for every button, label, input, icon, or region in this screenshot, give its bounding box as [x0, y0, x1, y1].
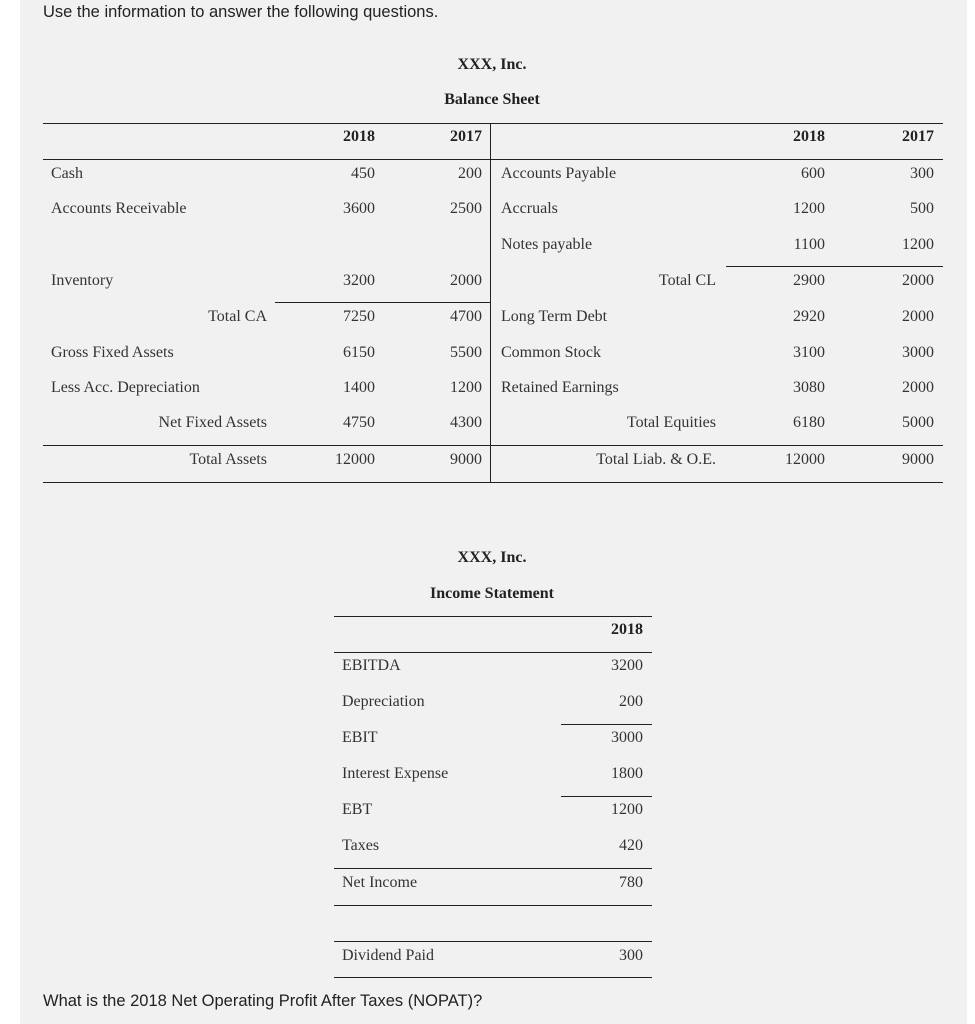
assets-header-2018: 2018	[343, 128, 375, 145]
is-label-ebitda: EBITDA	[342, 657, 401, 674]
is-value: 3000	[611, 729, 643, 746]
asset-value-2018: 6150	[343, 344, 375, 361]
liab-value-2018: 2900	[793, 272, 825, 289]
balance-sheet-title: Balance Sheet	[444, 91, 540, 108]
is-value: 200	[619, 693, 643, 710]
income-statement-title: Income Statement	[430, 585, 554, 602]
rule-is-net-income-top	[334, 868, 652, 869]
is-label-dividend-paid: Dividend Paid	[342, 947, 434, 964]
liab-value-2017: 300	[910, 165, 934, 182]
asset-value-2017: 4300	[450, 414, 482, 431]
asset-value-2018: 4750	[343, 414, 375, 431]
question-text: What is the 2018 Net Operating Profit After Taxes (NOPAT)?	[43, 992, 483, 1010]
balance-sheet-company: XXX, Inc.	[457, 56, 527, 73]
liab-value-2017: 2000	[902, 308, 934, 325]
liab-label-total-liab-oe: Total Liab. & O.E.	[596, 451, 716, 468]
liab-label-accruals: Accruals	[501, 200, 558, 217]
rule-is-header	[334, 652, 652, 653]
liab-label-total-equities: Total Equities	[626, 414, 716, 431]
is-value: 1200	[611, 801, 643, 818]
is-value: 420	[619, 837, 643, 854]
content-panel	[20, 0, 967, 1024]
asset-label-inventory: Inventory	[51, 272, 114, 289]
is-label-depreciation: Depreciation	[342, 693, 425, 710]
liab-value-2017: 9000	[902, 451, 934, 468]
liab-value-2018: 600	[801, 165, 825, 182]
is-label-net-income: Net Income	[342, 874, 418, 891]
liab-value-2017: 2000	[902, 272, 934, 289]
is-label-ebit: EBIT	[342, 729, 378, 746]
asset-value-2017: 2000	[450, 272, 482, 289]
is-value: 300	[619, 947, 643, 964]
rule-header	[43, 159, 943, 160]
rule-is-ebt	[561, 796, 652, 797]
asset-label-gross-fixed-assets: Gross Fixed Assets	[51, 344, 174, 361]
asset-value-2017: 1200	[450, 379, 482, 396]
liab-value-2018: 1100	[793, 236, 825, 253]
liab-value-2017: 2000	[902, 379, 934, 396]
assets-header-2017: 2017	[450, 128, 482, 145]
rule-top	[43, 123, 943, 124]
asset-label-accounts-receivable: Accounts Receivable	[51, 200, 187, 217]
is-label-ebt: EBT	[342, 801, 373, 818]
asset-value-2018: 3600	[343, 200, 375, 217]
asset-value-2018: 12000	[335, 451, 375, 468]
rule-divider	[490, 123, 491, 482]
liab-header-2018: 2018	[793, 128, 825, 145]
rule-is-top	[334, 616, 652, 617]
liab-label-total-cl: Total CL	[658, 272, 716, 289]
asset-label-net-fixed-assets: Net Fixed Assets	[158, 414, 267, 431]
asset-value-2017: 9000	[450, 451, 482, 468]
liab-value-2017: 3000	[902, 344, 934, 361]
rule-totals	[43, 445, 943, 446]
is-value: 1800	[611, 765, 643, 782]
rule-is-ebit	[561, 724, 652, 725]
is-value: 3200	[611, 657, 643, 674]
is-header-2018: 2018	[611, 621, 643, 638]
asset-label-total-assets: Total Assets	[189, 451, 267, 468]
liab-label-notes-payable: Notes payable	[501, 236, 593, 253]
is-value: 780	[619, 874, 643, 891]
rule-total-cl	[726, 266, 943, 267]
asset-label-cash: Cash	[51, 165, 83, 182]
liab-header-2017: 2017	[902, 128, 934, 145]
income-statement-company: XXX, Inc.	[457, 549, 527, 566]
liab-label-retained-earnings: Retained Earnings	[501, 379, 619, 396]
asset-label-total-ca: Total CA	[208, 308, 267, 325]
liab-value-2018: 6180	[793, 414, 825, 431]
asset-value-2017: 4700	[450, 308, 482, 325]
is-label-interest-expense: Interest Expense	[342, 765, 449, 782]
asset-value-2018: 450	[351, 165, 375, 182]
liab-value-2018: 1200	[793, 200, 825, 217]
liab-value-2017: 5000	[902, 414, 934, 431]
rule-bottom	[43, 482, 943, 483]
liab-value-2018: 3080	[793, 379, 825, 396]
liab-value-2017: 1200	[902, 236, 934, 253]
liab-value-2018: 2920	[793, 308, 825, 325]
liab-label-long-term-debt: Long Term Debt	[501, 308, 608, 325]
liab-label-accounts-payable: Accounts Payable	[501, 165, 617, 182]
rule-is-dividend-bottom	[334, 977, 652, 978]
asset-value-2017: 2500	[450, 200, 482, 217]
asset-value-2018: 1400	[343, 379, 375, 396]
asset-value-2018: 3200	[343, 272, 375, 289]
rule-total-ca	[275, 302, 491, 303]
liab-value-2017: 500	[910, 200, 934, 217]
asset-value-2017: 5500	[450, 344, 482, 361]
is-label-taxes: Taxes	[342, 837, 380, 854]
intro-text: Use the information to answer the following questions.	[43, 3, 439, 21]
asset-value-2017: 200	[458, 165, 482, 182]
asset-value-2018: 7250	[343, 308, 375, 325]
asset-label-less-acc-depreciation: Less Acc. Depreciation	[51, 379, 200, 396]
liab-value-2018: 12000	[785, 451, 825, 468]
rule-is-dividend-top	[334, 941, 652, 942]
liab-label-common-stock: Common Stock	[501, 344, 602, 361]
rule-is-net-income-bottom	[334, 905, 652, 906]
liab-value-2018: 3100	[793, 344, 825, 361]
